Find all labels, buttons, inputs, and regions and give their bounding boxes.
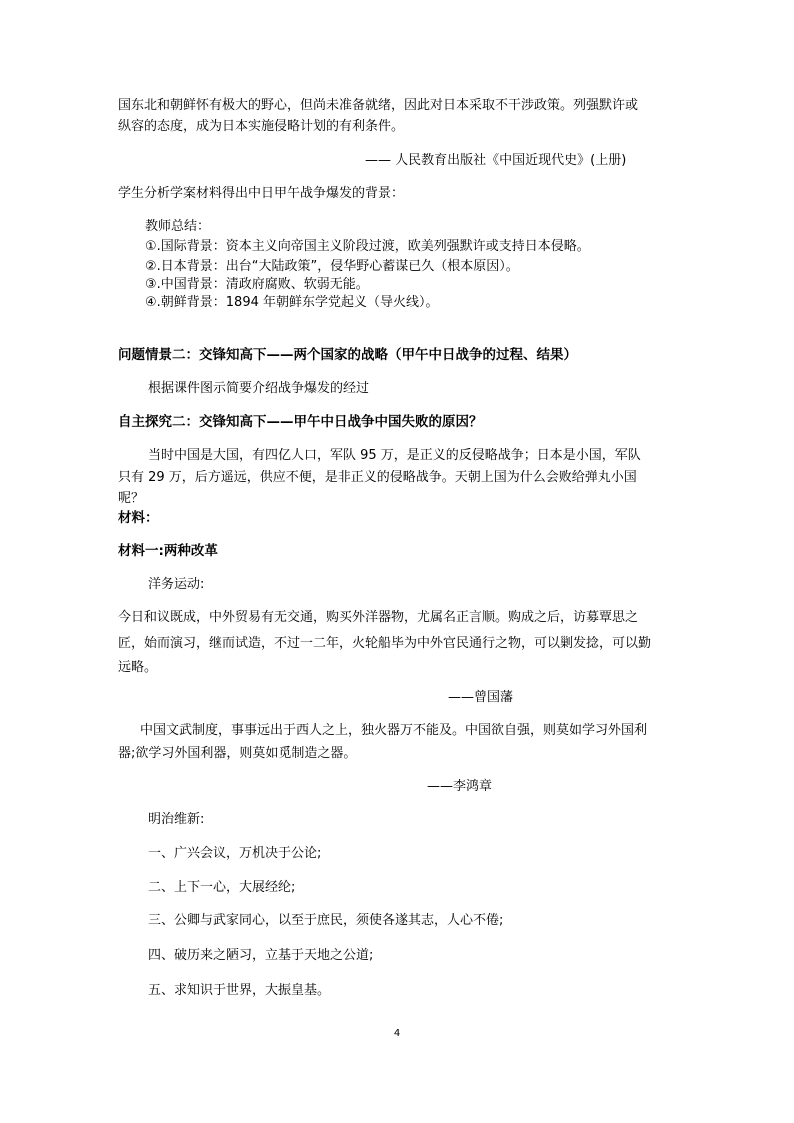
intro-line-1: 国东北和朝鲜怀有极大的野心，但尚未准备就绪，因此对日本采取不干涉政策。列强默许或 <box>118 98 639 113</box>
inquiry-two-line-1: 当时中国是大国，有四亿人口，军队 95 万，是正义的反侵略战争；日本是小国，军队 <box>148 448 641 463</box>
meiji-label: 明治维新: <box>148 812 205 827</box>
intro-citation: —— 人民教育出版社《中国近现代史》(上册) <box>365 153 627 168</box>
summary-point-korea: ④.朝鲜背景：1894 年朝鲜东学党起义（导火线）。 <box>145 295 439 310</box>
meiji-article-4: 四、破历来之陋习，立基于天地之公道; <box>148 948 374 963</box>
inquiry-two-line-2: 只有 29 万，后方遥远，供应不便，是非正义的侵略战争。天朝上国为什么会败给弹丸小国 <box>118 470 637 485</box>
westernization-label: 洋务运动: <box>148 577 205 592</box>
meiji-article-5: 五、求知识于世界，大振皇基。 <box>148 983 331 998</box>
quote-zeng-author: ——曾国藩 <box>448 690 514 705</box>
quote-li-line-2: 器;欲学习外国利器，则莫如觅制造之器。 <box>118 746 357 761</box>
quote-zeng-line-3: 远略。 <box>118 660 158 675</box>
analysis-prompt: 学生分析学案材料得出中日甲午战争爆发的背景： <box>118 186 405 201</box>
inquiry-two-line-3: 呢？ <box>118 491 145 506</box>
material-one-heading: 材料一:两种改革 <box>118 543 218 559</box>
summary-point-china: ③.中国背景：清政府腐败、软弱无能。 <box>145 277 369 292</box>
summary-point-japan: ②.日本背景：出台“大陆政策”，侵华野心蓄谋已久（根本原因）。 <box>145 259 519 274</box>
inquiry-two-heading: 自主探究二：交锋知高下——甲午中日战争中国失败的原因？ <box>118 414 483 430</box>
quote-li-author: ——李鸿章 <box>427 779 493 794</box>
materials-label: 材料： <box>118 510 159 526</box>
quote-zeng-line-1: 今日和议既成，中外贸易有无交通，购买外洋器物，尤属名正言顺。购成之后，访募覃思之 <box>118 610 639 625</box>
page-number: 4 <box>393 1028 401 1039</box>
scenario-two-text: 根据课件图示简要介绍战争爆发的经过 <box>148 381 370 396</box>
quote-zeng-line-2: 匠，始而演习，继而试造，不过一二年，火轮船毕为中外官民通行之物，可以剿发捻，可以勤 <box>118 636 652 651</box>
scenario-two-heading: 问题情景二：交锋知高下——两个国家的战略（甲午中日战争的过程、结果） <box>118 347 577 363</box>
meiji-article-1: 一、广兴会议，万机决于公论; <box>148 846 322 861</box>
quote-li-line-1: 中国文武制度，事事远出于西人之上，独火器万不能及。中国欲自强，则莫如学习外国利 <box>140 723 648 738</box>
teacher-summary-heading: 教师总结： <box>145 219 211 234</box>
summary-point-international: ①.国际背景：资本主义向帝国主义阶段过渡，欧美列强默许或支持日本侵略。 <box>145 239 590 254</box>
intro-line-2: 纵容的态度，成为日本实施侵略计划的有利条件。 <box>118 119 405 134</box>
meiji-article-2: 二、上下一心，大展经纶; <box>148 880 296 895</box>
meiji-article-3: 三、公卿与武家同心，以至于庶民，须使各遂其志，人心不倦; <box>148 913 504 928</box>
